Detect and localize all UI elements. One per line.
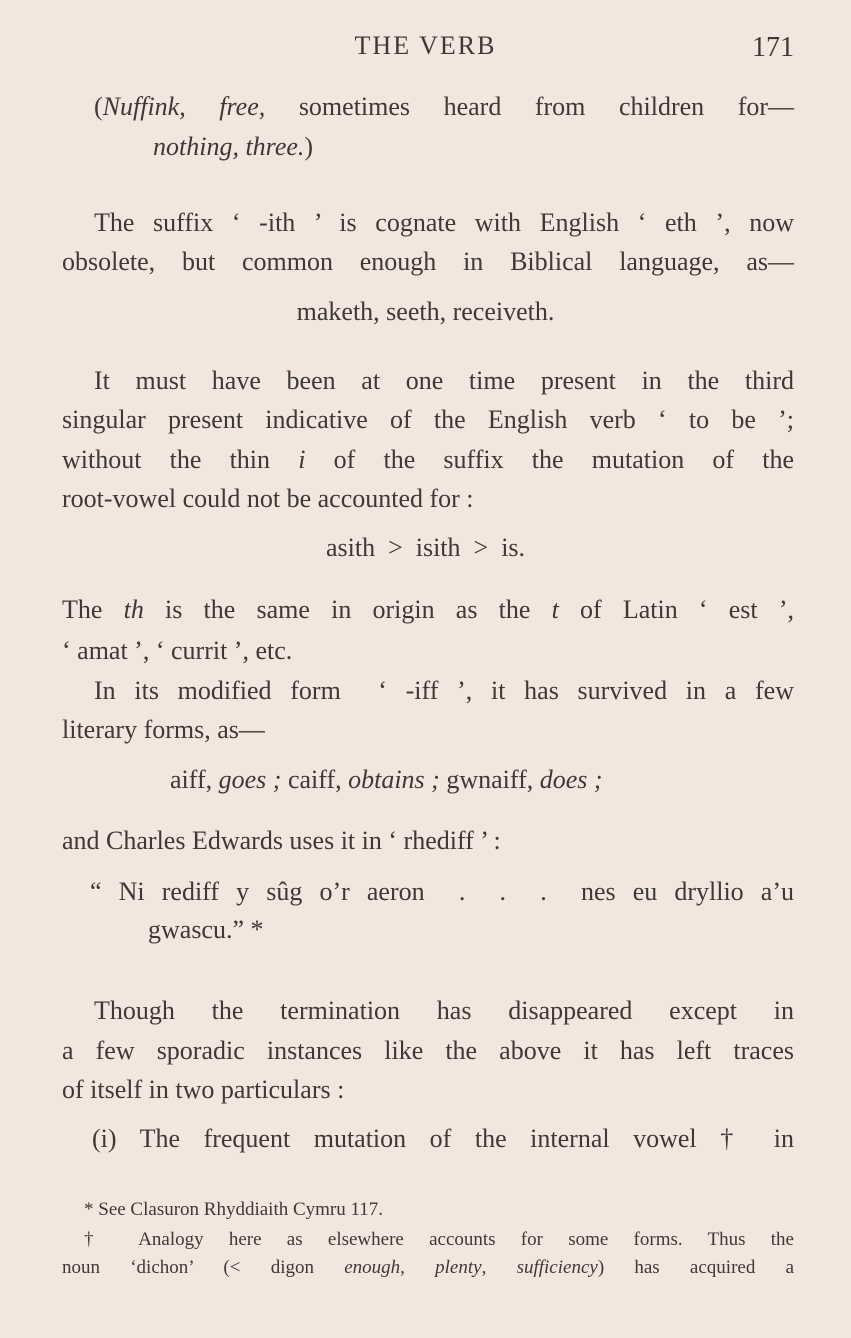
termination-para-line-1: Though the termination has disappeared except in: [94, 996, 794, 1025]
footnote-2-line-1: † Analogy here as elsewhere accounts for some forms. Thus the: [84, 1229, 794, 1250]
to-be-para-line-1: It must have been at one time present in the third: [94, 366, 794, 395]
children-forms-line-1: (Nuffink, free, sometimes heard from children for—: [94, 92, 795, 121]
iff-examples: aiff, goes ; caiff, obtains ; gwnaiff, does ;: [170, 765, 603, 794]
termination-para-line-4: (i) The frequent mutation of the internal vowel † in: [92, 1124, 794, 1153]
rediff-quote-line-1: “ Ni rediff y sûg o’r aeron . . . nes eu dryllio a’u: [90, 877, 794, 906]
mutation-formula: asith > isith > is.: [325, 533, 526, 562]
footnote-2-line-2: noun ‘dichon’ (< digon enough, plenty, sufficiency) has acquired a: [62, 1257, 795, 1278]
termination-para-line-3: of itself in two particulars :: [62, 1075, 345, 1104]
running-header-title: THE VERB: [354, 31, 497, 60]
children-forms-line-2: nothing, three.): [153, 132, 314, 161]
iff-para-line-1: In its modified form ‘ -iff ’, it has survived in a few: [94, 676, 794, 705]
to-be-para-line-4: root-vowel could not be accounted for :: [62, 484, 474, 513]
to-be-para-line-2: singular present indicative of the English verb ‘ to be ’;: [62, 405, 794, 434]
th-origin-line-1: The th is the same in origin as the t of Latin ‘ est ’,: [62, 595, 794, 624]
suffix-para-line-1: The suffix ‘ -ith ’ is cognate with English ‘ eth ’, now: [94, 208, 794, 237]
page-number: 171: [752, 32, 794, 63]
rediff-quote-line-2: gwascu.” *: [148, 915, 264, 944]
to-be-para-line-3: without the thin i of the suffix the mutation of the: [62, 445, 794, 474]
iff-para-line-2: literary forms, as—: [62, 715, 265, 744]
termination-para-line-2: a few sporadic instances like the above it has left traces: [62, 1036, 794, 1065]
suffix-para-line-2: obsolete, but common enough in Biblical language, as—: [62, 247, 794, 276]
charles-edwards-line: and Charles Edwards uses it in ‘ rhediff ’ :: [62, 826, 501, 855]
footnote-1: * See Clasuron Rhyddiaith Cymru 117.: [84, 1199, 384, 1220]
th-origin-line-2: ‘ amat ’, ‘ currit ’, etc.: [62, 636, 293, 665]
suffix-example: maketh, seeth, receiveth.: [296, 297, 555, 326]
